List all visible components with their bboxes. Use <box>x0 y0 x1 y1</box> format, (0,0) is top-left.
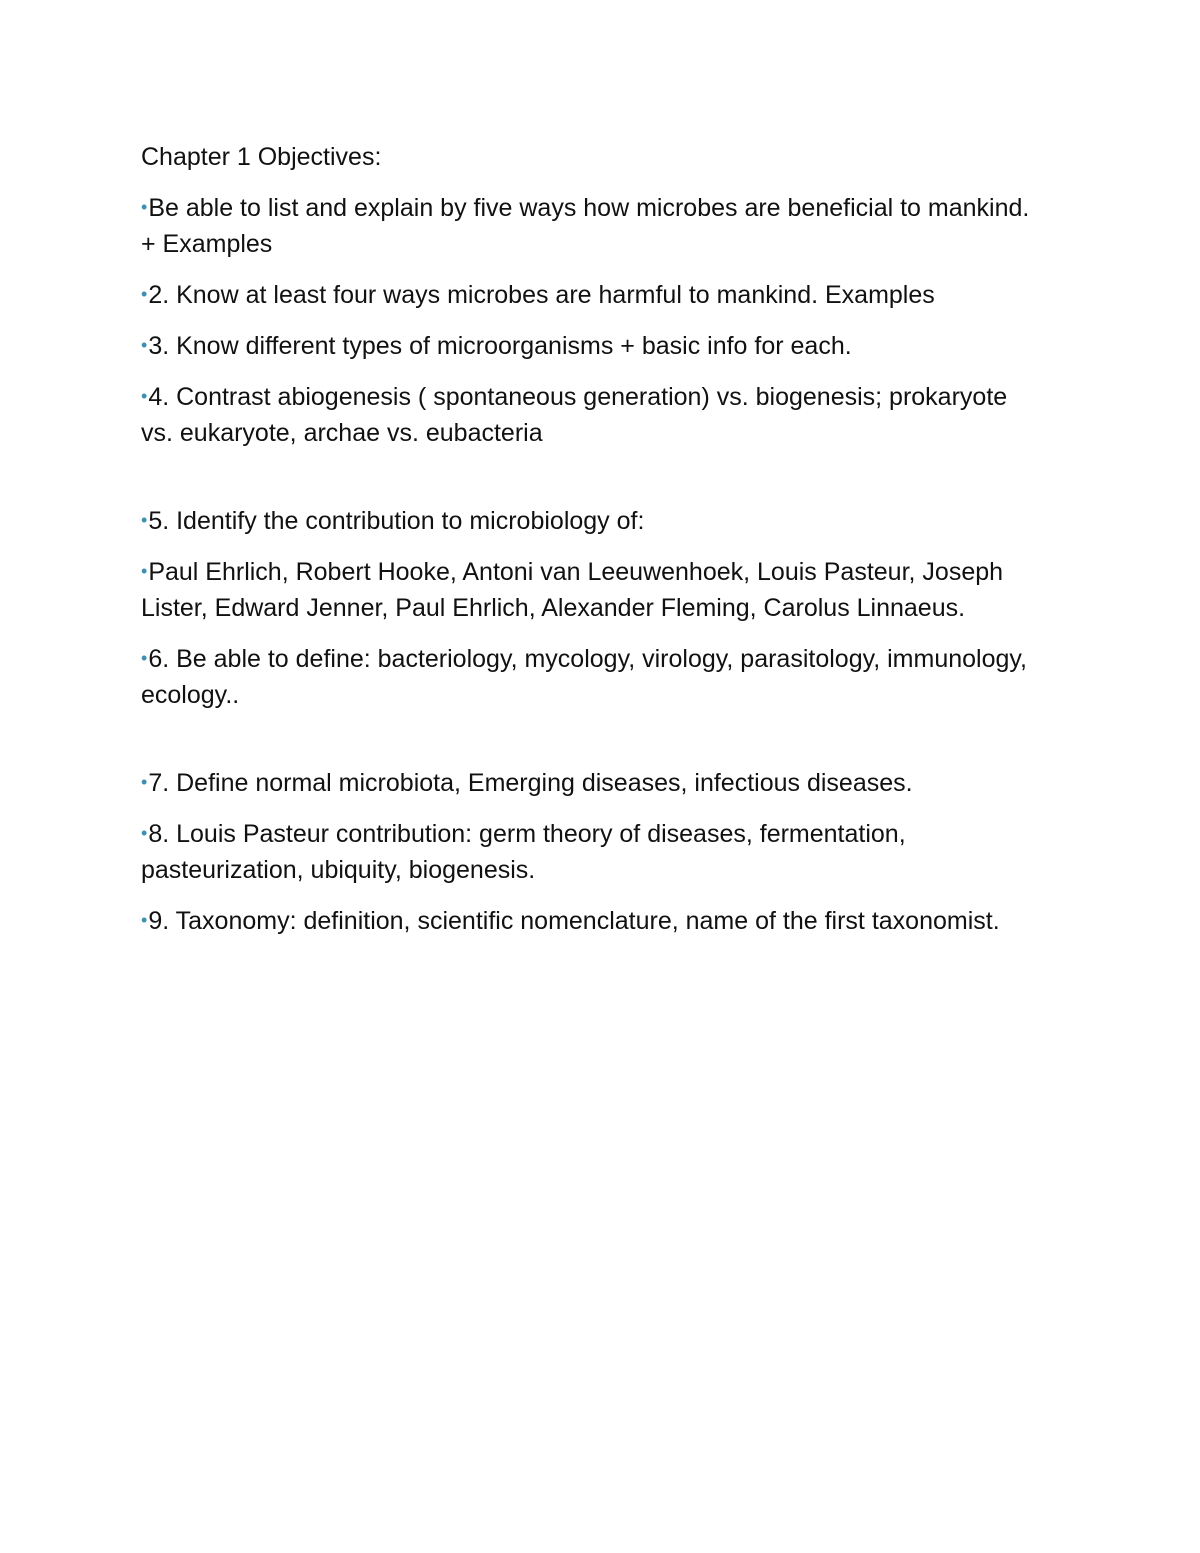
bullet-icon: • <box>141 197 148 217</box>
bullet-icon: • <box>141 335 148 355</box>
objective-text: Be able to list and explain by five ways how microbes are beneficial to mankind. + Examples <box>141 194 1030 258</box>
objective-item <box>141 189 1041 262</box>
objective-item <box>141 378 1041 451</box>
bullet-icon: • <box>141 284 148 304</box>
objective-item <box>141 815 1041 888</box>
bullet-icon: • <box>141 910 148 930</box>
bullet-icon: • <box>141 386 148 406</box>
objectives-content <box>141 139 1041 953</box>
bullet-icon: • <box>141 510 148 530</box>
bullet-icon: • <box>141 772 148 792</box>
objective-text: 9. Taxonomy: definition, scientific nomenclature, name of the first taxonomist. <box>148 907 1000 935</box>
objective-text: 4. Contrast abiogenesis ( spontaneous generation) vs. biogenesis; prokaryote vs. eukaryote, archae vs. eubacteria <box>141 383 1008 447</box>
objective-item <box>141 276 1041 313</box>
bullet-icon: • <box>141 648 148 668</box>
objective-text: 6. Be able to define: bacteriology, mycology, virology, parasitology, immunology, ecology.. <box>141 645 1027 709</box>
objective-item <box>141 902 1041 939</box>
bullet-icon: • <box>141 823 148 843</box>
objective-item <box>141 327 1041 364</box>
objective-text: 3. Know different types of microorganisms + basic info for each. <box>148 332 852 360</box>
page-title: Chapter 1 Objectives: <box>141 143 382 171</box>
objective-item <box>141 764 1041 801</box>
objective-text: 8. Louis Pasteur contribution: germ theory of diseases, fermentation, pasteurization, ubiquity, biogenesis. <box>141 820 906 884</box>
objective-item <box>141 640 1041 713</box>
objective-text: 7. Define normal microbiota, Emerging diseases, infectious diseases. <box>148 769 913 797</box>
objective-text: 2. Know at least four ways microbes are harmful to mankind. Examples <box>148 281 935 309</box>
objective-item <box>141 553 1041 626</box>
objective-text: Paul Ehrlich, Robert Hooke, Antoni van Leeuwenhoek, Louis Pasteur, Joseph Lister, Edward Jenner, Paul Ehrlich, Alexander Fleming, Carolus Linnaeus. <box>141 558 1004 622</box>
bullet-icon: • <box>141 561 148 581</box>
objective-text: 5. Identify the contribution to microbiology of: <box>148 507 645 535</box>
objective-item <box>141 502 1041 539</box>
